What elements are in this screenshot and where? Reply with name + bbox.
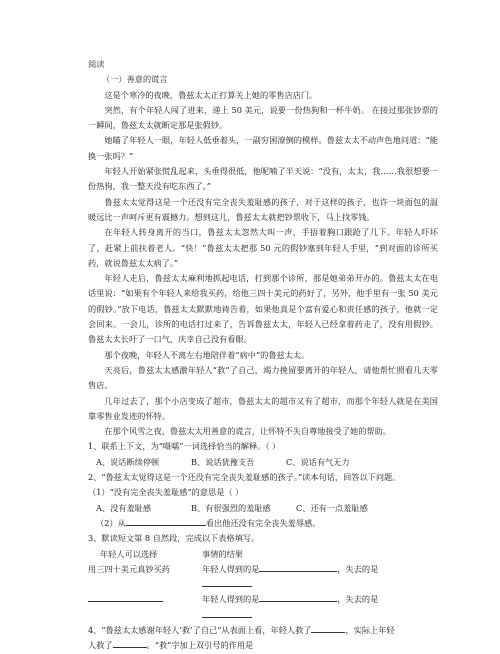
answer-options xyxy=(88,501,438,516)
option-c[interactable]: C、还有一点羞耻感 xyxy=(296,502,368,513)
question-text: 4、“鲁兹太太感谢年轻人‘救’了自己”从表面上看，年轻人救了 xyxy=(88,624,312,635)
table-cell-result xyxy=(202,608,438,623)
sub-question: （1）“没有完全丧失羞耻感”的意思是（ ） xyxy=(88,487,244,498)
answer-blank[interactable] xyxy=(311,623,345,633)
table-header-choice: 年轻人可以选择 xyxy=(100,548,158,559)
table-cell-result xyxy=(202,562,438,577)
question-stem: 3、默读短文第 8 自然段，完成以下表格填写。 xyxy=(88,533,260,544)
answer-options xyxy=(88,455,438,470)
paragraph: 那个夜晚，年轻人不离左右地陪伴着“病中”的鲁兹太太。 xyxy=(104,349,310,360)
answer-blank[interactable] xyxy=(88,592,163,602)
question-stem: 2、“鲁兹太太觉得这是一个还没有完全丧失羞耻感的孩子。”读本句话，回答以下问题。 xyxy=(88,472,401,483)
result-loss-label: ，失去的是 xyxy=(337,594,379,605)
question-1 xyxy=(88,439,438,470)
question-stem-cont xyxy=(88,638,438,653)
question-stem xyxy=(88,623,438,638)
question-text: 人救了 xyxy=(88,640,113,651)
result-gain-label: 年轻人得到的是 xyxy=(202,594,260,605)
paragraph: 她瞄了年轻人一眼，年轻人低垂着头，一副穷困潦倒的模样。鲁兹太太不动声色地问道：“能换一张吗？” xyxy=(88,135,438,161)
option-b[interactable]: B、有很强烈的羞耻感 xyxy=(191,502,271,513)
passage xyxy=(88,88,438,440)
question-text: ，实际上年轻 xyxy=(345,624,395,635)
question-2 xyxy=(88,470,438,531)
paragraph: 天亮后，鲁兹太太感激年轻人“救”了自己，竭力挽留要离开的年轻人，请他帮忙照看几天零售店。 xyxy=(88,364,438,391)
table-cell-result xyxy=(202,577,438,592)
option-b[interactable]: B、说话犹豫支吾 xyxy=(191,456,255,467)
question-text: 。“救”字加上双引号的作用是 xyxy=(146,640,254,651)
answer-blank[interactable] xyxy=(259,562,337,572)
answer-table xyxy=(88,547,438,623)
section-title: 阅读 xyxy=(88,59,105,69)
table-cell-choice xyxy=(88,592,198,607)
table-cell-choice xyxy=(88,608,198,623)
result-loss-label: ，失去的是 xyxy=(337,563,379,574)
answer-blank[interactable] xyxy=(126,516,206,526)
passage-subtitle: （一）善意的谎言 xyxy=(102,74,168,85)
option-c[interactable]: C、说话有气无力 xyxy=(286,456,350,467)
option-a[interactable]: A、说话断续停顿 xyxy=(96,456,160,467)
paragraph: 鲁兹太太觉得这是一个还没有完全丧失羞耻感的孩子，对于这样的孩子，也许一块面包的温暖远比一声呵斥更有震撼力。想到这儿，鲁兹太太就把钞票收下，马上找零钱。 xyxy=(88,196,438,222)
sub-question-prefix: （2）从 xyxy=(96,517,126,528)
table-cell-choice: 用三四十美元真钞买药 xyxy=(88,563,170,574)
paragraph: 年轻人走后，鲁兹太太麻利地抓起电话，打到那个诊所，那是她弟弟开办的。鲁兹太太在电话里说：“如果有个年轻人来给我买药，给他三四十美元的药好了，另外，他手里有一张 50 美元的假钞。”放下电话，鲁兹太太默默地祷告着，如果他真是个富有爱心和责任感的孩子，他就一定会回来。一会儿，诊所的电话打过来了，告诉鲁兹太太，年轻人已经拿着药走了，没有用假钞。鲁兹太太长吁了一口气，庆幸自己没有看眼。 xyxy=(88,273,438,345)
table-cell-choice xyxy=(88,577,198,592)
sub-question-suffix: 看出他还没有完全丧失羞辱感。 xyxy=(205,517,321,528)
table-header-result: 事情的结果 xyxy=(202,548,243,559)
question-4 xyxy=(88,623,438,654)
paragraph: 几年过去了，那个小店变成了超市，鲁兹太太的超市又有了超市，而那个年轻人就是在美国靠零售业发迹的怀特。 xyxy=(88,395,438,421)
question-stem: 1、联系上下文，为“嗫嚅”一词选择恰当的解释。（ ） xyxy=(88,441,281,452)
table-cell-result xyxy=(202,592,438,607)
paragraph: 突然，有个年轻人闯了进来，递上 50 美元，说要一份热狗和一杯牛奶。 在接过那张钞票的一瞬间，鲁兹太太就断定那是张假钞。 xyxy=(88,104,438,131)
document-page xyxy=(88,57,438,654)
sub-question xyxy=(88,516,438,531)
paragraph: 年轻人开始紧张慌乱起来，头垂得很低，他呢喃了半天说：“没有，太太，我……我很想要一份热狗，我一整天没有吃东西了。” xyxy=(88,166,438,192)
answer-blank[interactable] xyxy=(259,592,337,602)
option-a[interactable]: A、没有羞耻感 xyxy=(96,502,152,513)
question-3 xyxy=(88,531,438,623)
paragraph: 在那个风雪之夜，鲁兹太太用善意的谎言，让怀特不失自尊地接受了她的帮助。 xyxy=(104,426,391,437)
answer-blank[interactable] xyxy=(113,638,147,648)
paragraph: 这是个寒冷的夜晚，鲁兹太太正打算关上她的零售店店门。 xyxy=(104,89,318,100)
paragraph: 在年轻人转身离开的当口，鲁兹太太忽然大叫一声，手捂着胸口跟跄了几下。年轻人吓坏了，赶紧上前扶着老人。“快！”鲁兹太太把那 50 元的假钞塞到年轻人手里，“到对面的诊所买药，就说鲁兹太太病了。” xyxy=(88,227,438,268)
answer-blank[interactable] xyxy=(202,577,252,587)
result-gain-label: 年轻人得到的是 xyxy=(202,563,260,574)
answer-blank[interactable] xyxy=(202,608,252,618)
